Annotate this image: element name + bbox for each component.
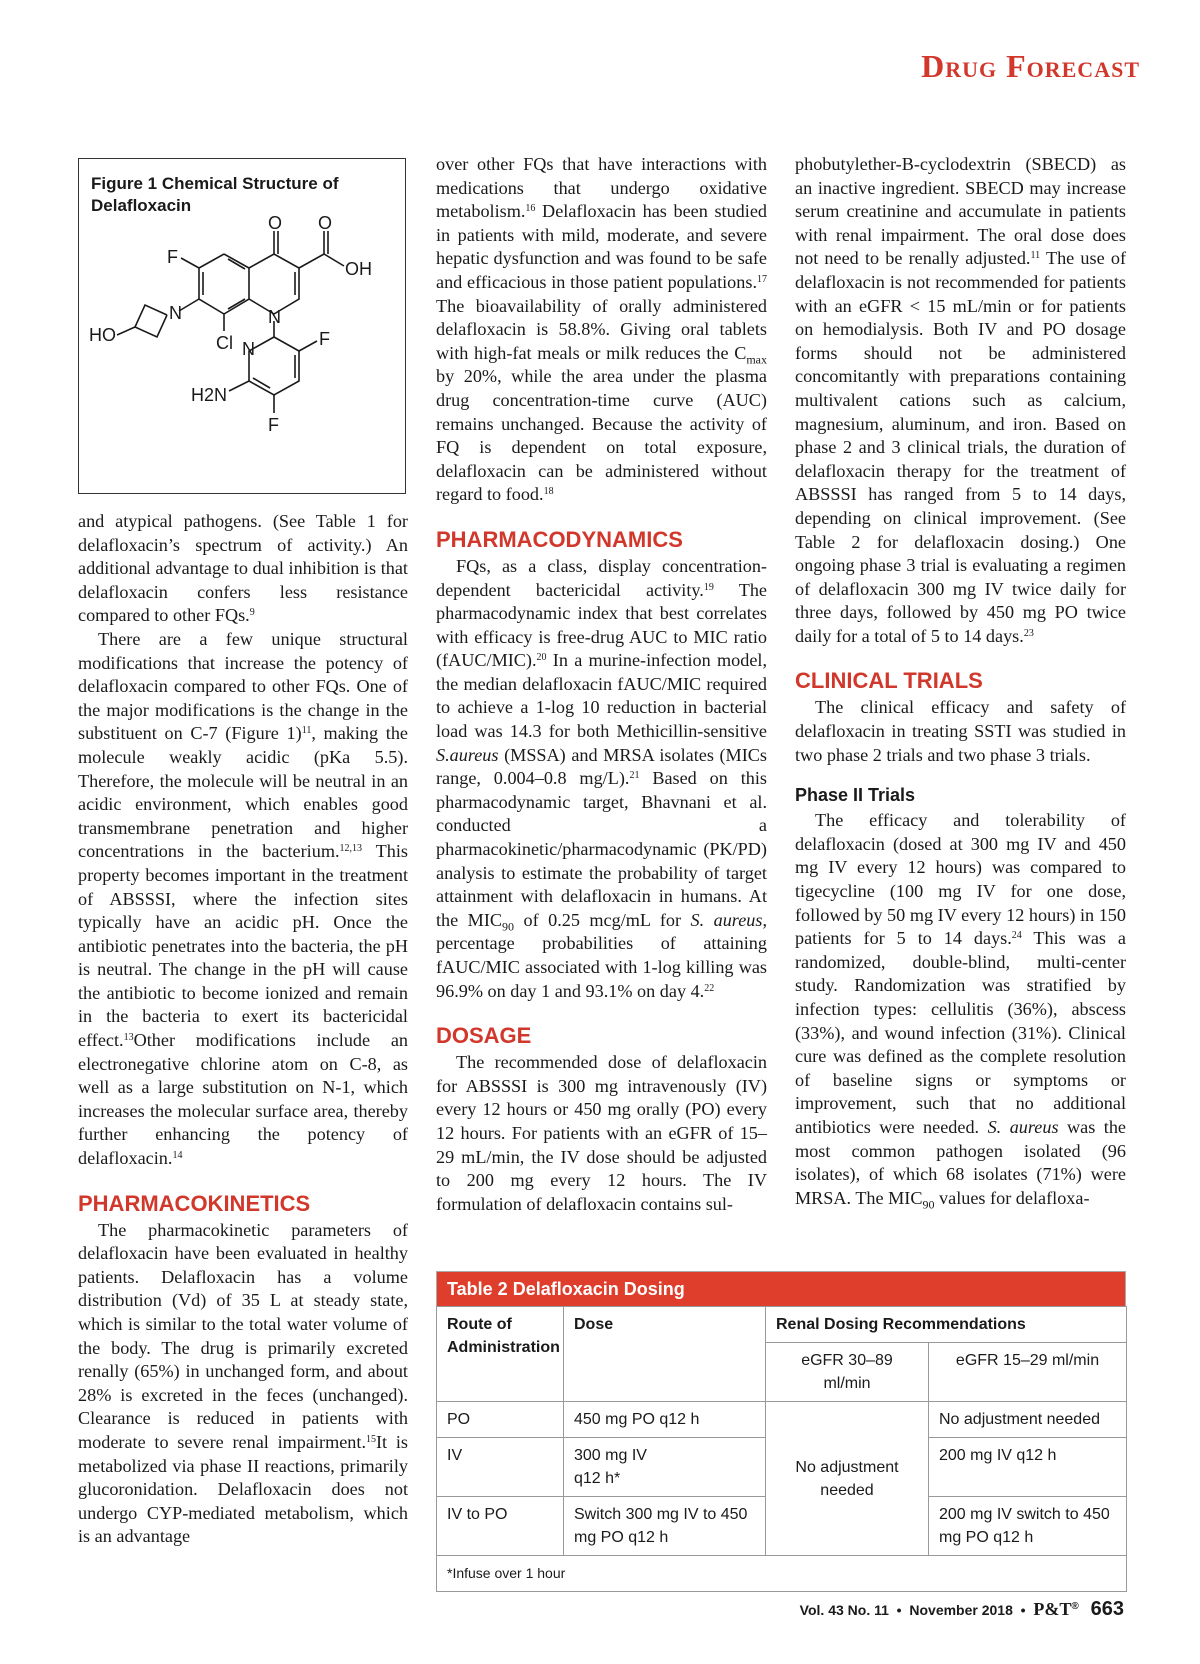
figure-chemical-structure (78, 158, 406, 494)
paragraph: The recommended dose of delafloxacin for ABSSSI is 300 mg intravenously (IV) every 12 hours or 450 mg orally (PO) every 12 hours. For patients with an eGFR of 15–29 mL/min, the IV dose should be adjusted to 200 mg every 12 hours. The IV formulation of delafloxacin contains sul- (436, 1052, 767, 1214)
footer-registered: ® (1071, 1601, 1079, 1612)
bonds (117, 231, 344, 413)
cell-dose: Switch 300 mg IV to 450 mg PO q12 h (564, 1497, 766, 1556)
paragraph: and atypical pathogens. (See Table 1 for delafloxacin’s spectrum of activity.) An additional advantage to dual inhibition is that delafloxacin confers less resistance compared to other FQs.$^9$ (78, 511, 408, 626)
atom-cl: Cl (216, 333, 233, 353)
cell-dose: 450 mg PO q12 h (564, 1402, 766, 1438)
figure-caption: Figure 1 Chemical Structure of Delafloxacin (91, 174, 339, 215)
atom-n-quinolone: N (268, 307, 281, 327)
table-title: Table 2 Delafloxacin Dosing (436, 1271, 1126, 1306)
atom-h2n: H2N (191, 385, 228, 405)
dosing-table (436, 1306, 1127, 1592)
atom-oh: OH (345, 259, 372, 279)
paragraph: phobutylether-B-cyclodextrin (SBECD) as an inactive ingredient. SBECD may increase serum creatinine and accumulate in patients with renal impairment. The oral dose does not need to be renally adjusted.$^{11}$ The use of delafloxacin is not recommended for patients with an eGFR < 15 mL/min or for patients on hemodialysis. Both IV and PO dosage forms should not be administered concomitantly with preparations containing multivalent cations such as calcium, magnesium, aluminum, and iron. Based on phase 2 and 3 clinical trials, the duration of delafloxacin therapy for the treatment of ABSSSI has ranged from 5 to 14 days, depending on clinical improvement. (See Table 2 for delafloxacin dosing.) One ongoing phase 3 trial is evaluating a regimen of delafloxacin 300 mg IV twice daily for three days, followed by 450 mg PO twice daily for a total of 5 to 14 days.$^{23}$ (795, 154, 1127, 646)
paragraph: over other FQs that have interactions with medications that undergo oxidative metabolism.$^{16}$ Delafloxacin has been studied in patients with mild, moderate, and severe hepatic dysfunction and was found to be safe and efficacious in those patient populations.$^{17}$ The bioavailability of orally administered delafloxacin is 58.8%. Giving oral tablets with high-fat meals or milk reduces the $C_{max}$ by 20%, while the area under the plasma drug concentration-time curve (AUC) remains unchanged. Because the activity of FQ is dependent on total exposure, delafloxacin can be administered without regard to food.$^{18}$ (436, 154, 767, 505)
cell-egfr-15-29: 200 mg IV q12 h (929, 1438, 1127, 1497)
section-heading-pharmacokinetics: PHARMACOKINETICS (78, 1190, 311, 1216)
atom-ho: HO (89, 325, 116, 345)
paragraph: The efficacy and tolerability of delafloxacin (dosed at 300 mg IV and 450 mg IV every 12 hours) was compared to tigecycline (100 mg IV for one dose, followed by 50 mg IV every 12 hours) in 150 patients for 5 to 14 days.$^{24}$ This was a randomized, double-blind, multi-center study. Randomization was stratified by infection types: cellulitis (36%), abscess (33%), and wound infection (31%). Clinical cure was defined as the complete resolution of baseline signs or symptoms or improvement, such that no additional antibiotics were needed. S. aureus was the most common pathogen isolated (96 isolates), of which 68 isolates (71%) were MRSA. The $MIC_{90}$ values for delafloxa- (795, 810, 1126, 1212)
cell-route: IV (437, 1438, 564, 1497)
atom-labels (89, 213, 372, 435)
footer-date: November 2018 (909, 1602, 1013, 1618)
footer-volume: Vol. 43 No. 11 (799, 1602, 889, 1618)
cell-dose: 300 mg IV q12 h* (564, 1438, 766, 1497)
cell-egfr-15-29: No adjustment needed (929, 1402, 1127, 1438)
atom-f-pyridine-bottom: F (268, 415, 279, 435)
column-2 (436, 153, 767, 1216)
paragraph: The pharmacokinetic parameters of delafloxacin have been evaluated in healthy patients. Delafloxacin has a volume distribution (Vd) of 35 L at steady state, which is similar to the total water volume of the body. The drug is primarily excreted renally (65%) in unchanged form, and about 28% is excreted in the feces (unchanged). Clearance is reduced in patients with moderate to severe renal impairment.$^{15}$It is metabolized via phase II reactions, primarily glucoronidation. Delafloxacin does not undergo CYP-mediated metabolism, which is an advantage (78, 1219, 408, 1547)
paragraph: FQs, as a class, display concentration-dependent bactericidal activity.$^{19}$ The pharmacodynamic index that best correlates with efficacy is free-drug AUC to MIC ratio (fAUC/MIC).$^{20}$ In a murine-infection model, the median delafloxacin fAUC/MIC required to achieve a 1-log 10 reduction in bacterial load was 14.3 for both Methicillin-sensitive S.aureus (MSSA) and MRSA isolates (MICs range, 0.004–0.8 mg/L).$^{21}$ Based on this pharmacodynamic target, Bhavnani et al. conducted a pharmacokinetic/pharmacodynamic (PK/PD) analysis to estimate the probability of target attainment with delafloxacin in humans. At the $MIC_{90}$ of 0.25 mcg/mL for S. aureus, percentage probabilities of attaining fAUC/MIC associated with 1-log killing was 96.9% on day 1 and 93.1% on day 4.22 (436, 555, 767, 1001)
atom-o-ketone: O (268, 213, 283, 233)
column-1 (78, 510, 408, 1549)
table-footnote: *Infuse over 1 hour (437, 1556, 1127, 1592)
page-footer: Vol. 43 No. 11 • November 2018 • P&T® 663 (799, 1598, 1124, 1620)
cell-egfr-30-89-merged: No adjustment needed (766, 1402, 929, 1556)
cell-egfr-15-29: 200 mg IV switch to 450 mg PO q12 h (929, 1497, 1127, 1556)
header-renal: Renal Dosing Recommendations (766, 1307, 1127, 1343)
table-delafloxacin-dosing (436, 1271, 1126, 1592)
table-row (437, 1402, 1127, 1438)
section-heading-pharmacodynamics: PHARMACODYNAMICS (436, 526, 683, 552)
atom-o-carboxyl: O (318, 213, 333, 233)
header-dose: Dose (564, 1307, 766, 1402)
section-heading-clinical-trials: CLINICAL TRIALS (795, 668, 983, 694)
header-route: Route of Administration (437, 1307, 564, 1402)
subheading-phase-2-trials: Phase II Trials (795, 785, 916, 806)
header-egfr-15-29: eGFR 15–29 ml/min (929, 1343, 1127, 1402)
structure-diagram (79, 159, 407, 495)
cell-route: IV to PO (437, 1497, 564, 1556)
cell-route: PO (437, 1402, 564, 1438)
paragraph: The clinical efficacy and safety of delafloxacin in treating SSTI was studied in two phase 2 trials and two phase 3 trials. (795, 697, 1126, 765)
column-3 (795, 153, 1126, 1210)
atom-n-pyridine: N (242, 339, 255, 359)
page-number: 663 (1090, 1598, 1124, 1620)
section-heading-dosage: DOSAGE (436, 1023, 532, 1049)
atom-f-pyridine-top: F (319, 329, 330, 349)
atom-f-benzene: F (167, 247, 178, 267)
footer-journal: P&T (1033, 1599, 1072, 1619)
header-egfr-30-89: eGFR 30–89 ml/min (766, 1343, 929, 1402)
atom-n-azetidine: N (169, 303, 182, 323)
paragraph: There are a few unique structural modifications that increase the potency of delafloxacin compared to other FQs. One of the major modifications is the change in the substituent on C-7 (Figure 1)$^{11}$, making the molecule weakly acidic (pKa 5.5). Therefore, the molecule will be neutral in an acidic environment, which enables good transmembrane penetration and higher concentrations in the bacterium.$^{12,13}$ This property becomes important in the treatment of ABSSSI, where the infection sites typically have an acidic pH. Once the antibiotic penetrates into the bacteria, the pH is neutral. The change in the pH will cause the antibiotic to become ionized and remain in the bacteria to exert its bactericidal effect.$^{13}$Other modifications include an electronegative chlorine atom on C-8, as well as a large substitution on N-1, which increases the molecular surface area, thereby further enhancing the potency of delafloxacin.$^{14}$ (78, 628, 408, 1169)
running-header: Drug Forecast (921, 48, 1140, 84)
